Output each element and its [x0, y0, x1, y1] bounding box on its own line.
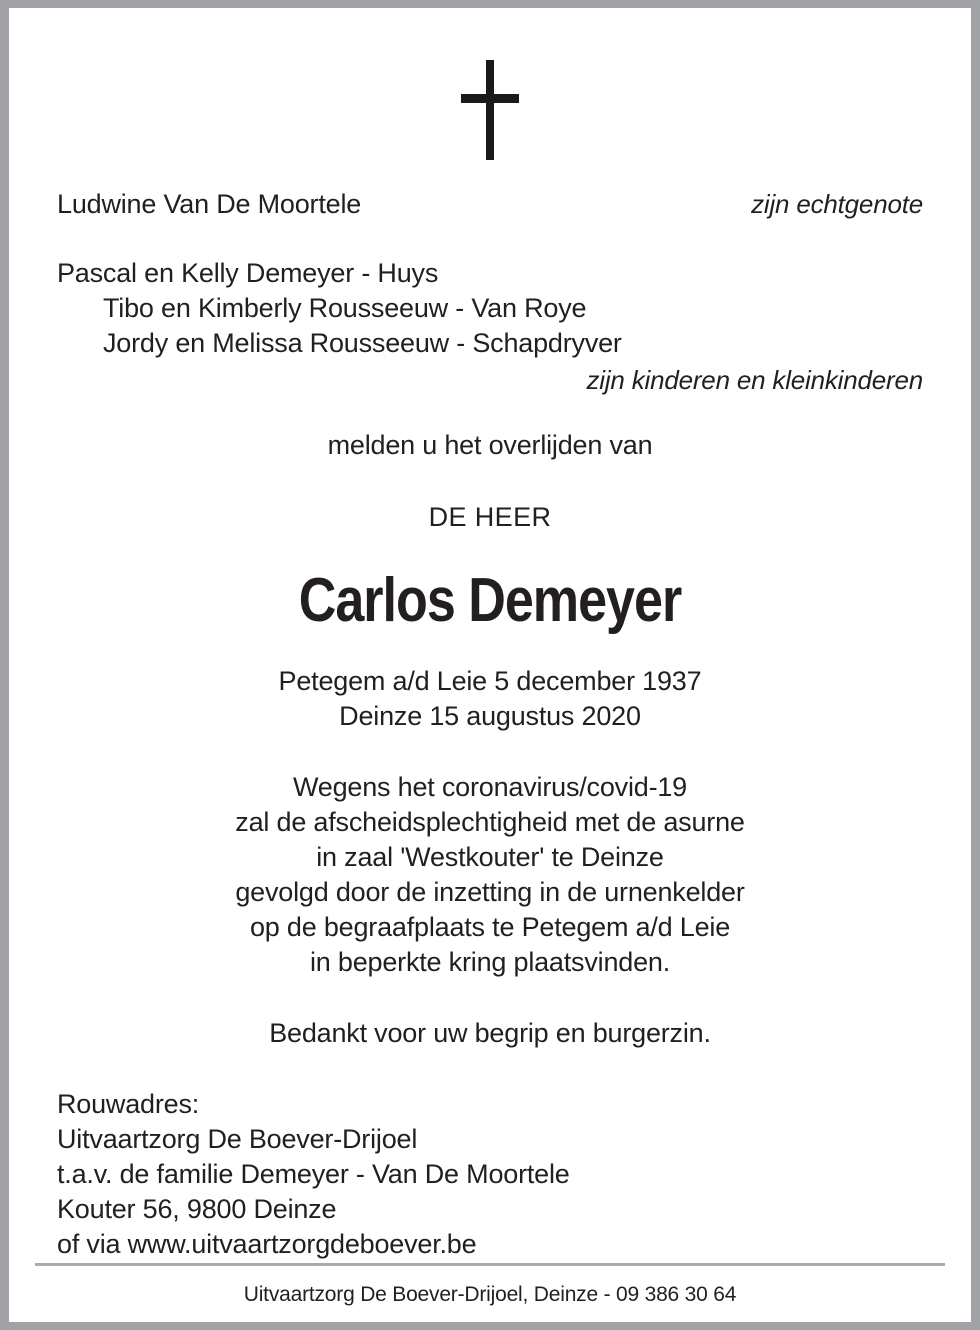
- spouse-relation-label: zijn echtgenote: [751, 189, 923, 219]
- birth-date-line: Petegem a/d Leie 5 december 1937: [278, 666, 702, 696]
- mourning-address-website-line: of via www.uitvaartzorgdeboever.be: [57, 1229, 477, 1259]
- family-line: Tibo en Kimberly Rousseeuw - Van Roye: [103, 293, 587, 323]
- notice-line: Wegens het coronavirus/covid-19: [292, 772, 687, 802]
- family-relation-label: zijn kinderen en kleinkinderen: [586, 365, 923, 395]
- notice-line: gevolgd door de inzetting in de urnenkelder: [235, 877, 745, 907]
- footer: [35, 1263, 945, 1308]
- notice-line: in zaal 'Westkouter' te Deinze: [316, 842, 664, 872]
- footer-divider: [35, 1263, 945, 1266]
- mourning-address-line: Kouter 56, 9800 Deinze: [57, 1194, 337, 1224]
- notice-line: op de begraafplaats te Petegem a/d Leie: [249, 912, 731, 942]
- mourning-address-line: t.a.v. de familie Demeyer - Van De Moortele: [57, 1159, 570, 1189]
- mourning-address-line: Uitvaartzorg De Boever-Drijoel: [57, 1124, 418, 1154]
- thanks-line: Bedankt voor uw begrip en burgerzin.: [269, 1018, 711, 1048]
- notice-sheet: [9, 8, 971, 1322]
- dates-block: [57, 664, 923, 734]
- spouse-name: Ludwine Van De Moortele: [57, 189, 362, 219]
- notice-content: [57, 186, 923, 1262]
- spouse-row: [57, 186, 923, 222]
- cross-horizontal-bar: [461, 94, 519, 103]
- honorific-label: DE HEER: [428, 502, 552, 532]
- notice-line: in beperkte kring plaatsvinden.: [309, 947, 671, 977]
- mourning-address-heading: Rouwadres:: [57, 1089, 200, 1119]
- cross-symbol-container: [9, 60, 971, 170]
- announcement-intro: melden u het overlijden van: [327, 430, 653, 460]
- family-block: [57, 256, 923, 398]
- notice-line: zal de afscheidsplechtigheid met de asurne: [235, 807, 745, 837]
- death-date-line: Deinze 15 augustus 2020: [339, 701, 641, 731]
- deceased-name: Carlos Demeyer: [298, 566, 682, 635]
- family-line: Jordy en Melissa Rousseeuw - Schapdryver: [103, 328, 622, 358]
- ceremony-notice-block: [57, 770, 923, 980]
- cross-vertical-bar: [486, 60, 494, 160]
- funeral-home-contact: Uitvaartzorg De Boever-Drijoel, Deinze - 09 386 30 64: [243, 1283, 737, 1306]
- family-line: Pascal en Kelly Demeyer - Huys: [57, 258, 439, 288]
- latin-cross-icon: [461, 60, 519, 160]
- mourning-address-block: [57, 1087, 923, 1262]
